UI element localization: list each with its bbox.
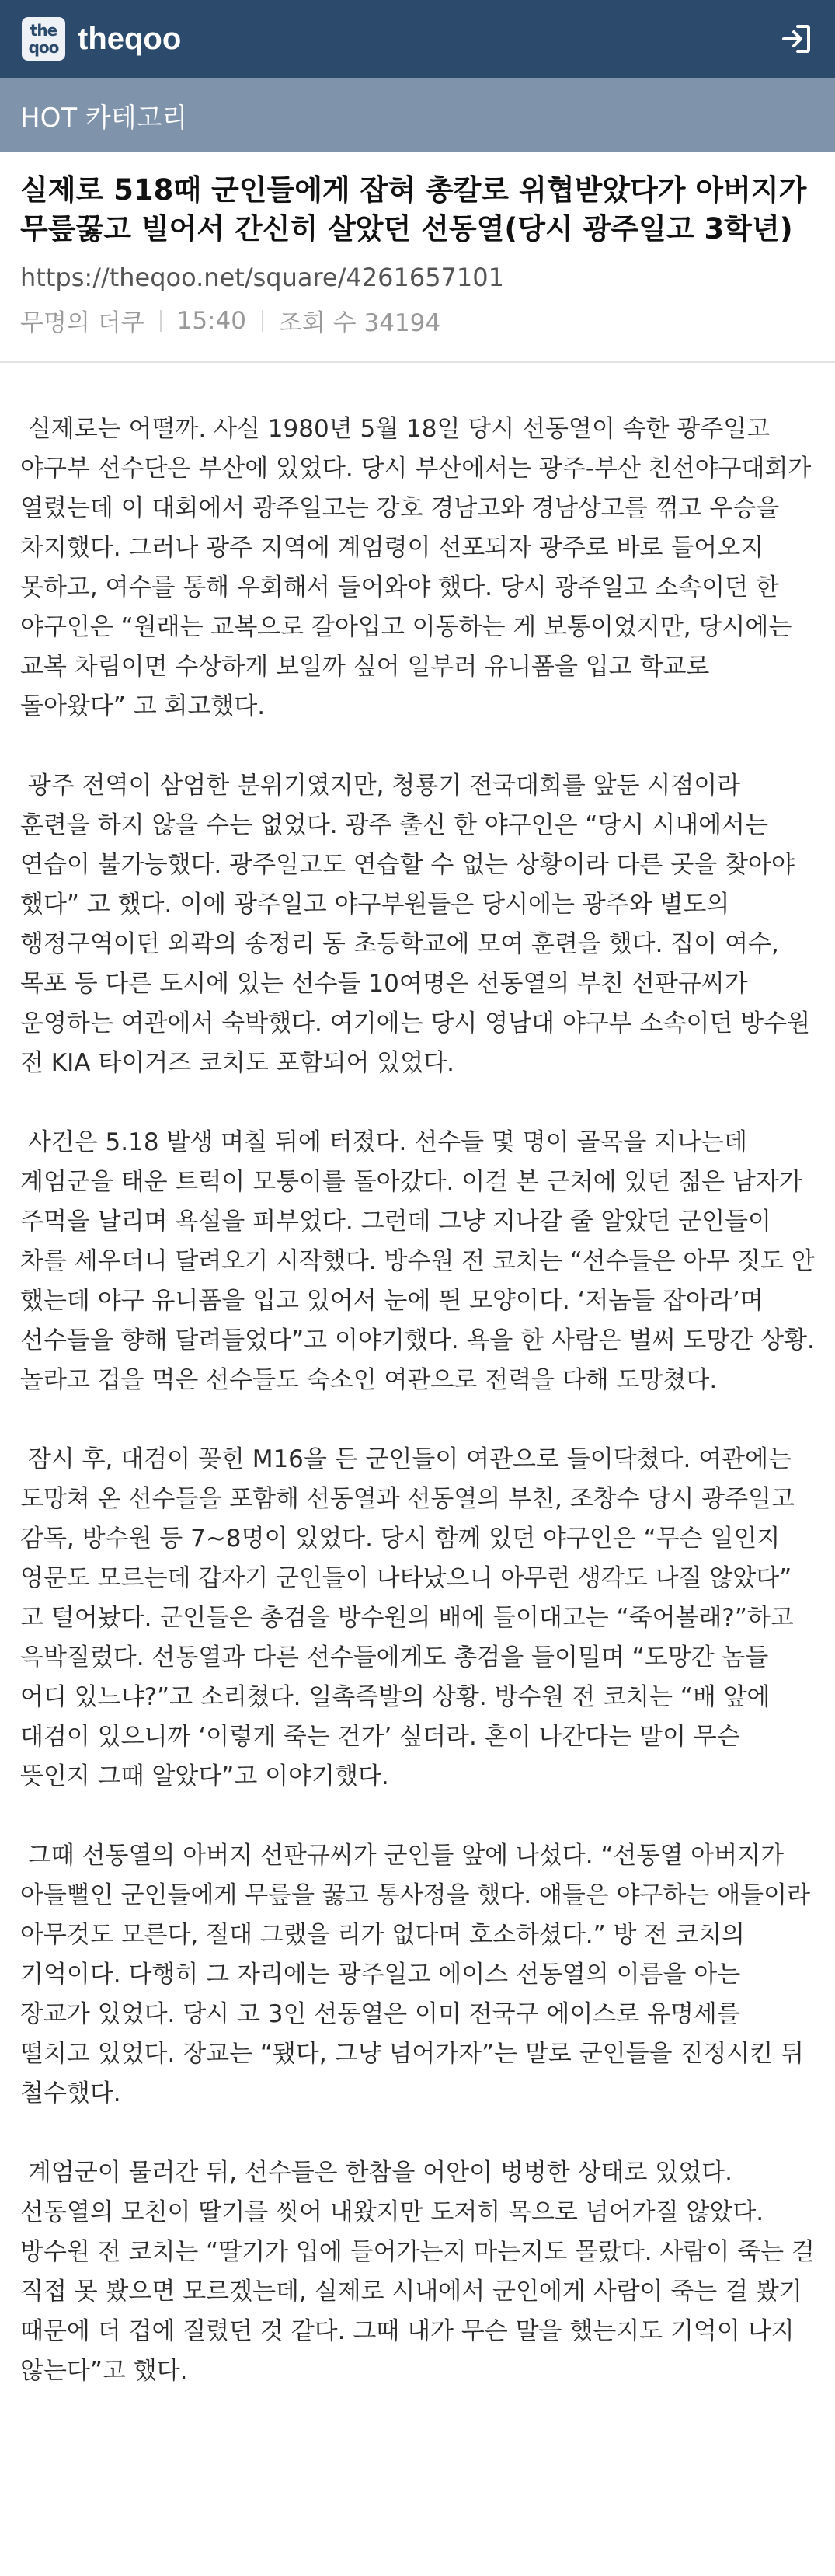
post-paragraph: 광주 전역이 삼엄한 분위기였지만, 청룡기 전국대회를 앞둔 시점이라 훈련을 하지 않을 수는 없었다. 광주 출신 한 야구인은 “당시 시내에서는 연습이 불가능했다. 광주일고도 연습할 수 없는 상황이라 다른 곳을 찾아야 했다” 고 했다. 이에 광주일고 야구부원들은 당시에는 광주와 별도의 행정구역이던 외곽의 송정리 동 초등학교에 모여 훈련을 했다. 집이 여수, 목포 등 다른 도시에 있는 선수들 10여명은 선동열의 부친 선판규씨가 운영하는 여관에서 숙박했다. 여기에는 당시 영남대 야구부 소속이던 방수원 전 KIA 타이거즈 코치도 포함되어 있었다. (20, 772, 818, 1077)
category-bar[interactable] (0, 78, 835, 152)
post-title: 실제로 518때 군인들에게 잡혀 총칼로 위협받았다가 아버지가 무릎꿇고 빌어서 간신히 살았던 선동열(당시 광주일고 3학년) (20, 173, 807, 246)
post-meta (20, 303, 815, 338)
category-label[interactable]: HOT 카테고리 (20, 102, 188, 134)
post-paragraph: 계엄군이 물러간 뒤, 선수들은 한참을 어안이 벙벙한 상태로 있었다. 선동열의 모친이 딸기를 씻어 내왔지만 도저히 목으로 넘어가질 않았다. 방수원 전 코치는 “딸기가 입에 들어가는지 마는지도 몰랐다. 사람이 죽는 걸 직접 못 봤으면 모르겠는데, 실제로 시내에서 군인에게 사람이 죽는 걸 봤기 때문에 더 겁에 질렸던 것 같다. 그때 내가 무슨 말을 했는지도 기억이 나지 않는다”고 했다. (20, 2159, 823, 2385)
top-navigation-bar (0, 0, 835, 78)
post-url[interactable]: https://theqoo.net/square/4261657101 (20, 263, 504, 292)
site-logo[interactable] (22, 17, 65, 61)
post-paragraph: 사건은 5.18 발생 며칠 뒤에 터졌다. 선수들 몇 명이 골목을 지나는데 계엄군을 태운 트럭이 모퉁이를 돌아갔다. 이걸 본 근처에 있던 젊은 남자가 주먹을 날리며 욕설을 퍼부었다. 그런데 그냥 지나갈 줄 알았던 군인들이 차를 세우더니 달려오기 시작했다. 방수원 전 코치는 “선수들은 아무 짓도 안 했는데 야구 유니폼을 입고 있어서 눈에 띈 모양이다. ‘저놈들 잡아라’며 선수들을 향해 달려들었다”고 이야기했다. 욕을 한 사람은 벌써 도망간 상황. 놀라고 겁을 먹은 선수들도 숙소인 여관으로 전력을 다해 도망쳤다. (20, 1128, 823, 1394)
post-header (0, 152, 835, 363)
post-paragraph: 실제로는 어떨까. 사실 1980년 5월 18일 당시 선동열이 속한 광주일고 야구부 선수단은 부산에 있었다. 당시 부산에서는 광주-부산 친선야구대회가 열렸는데 이 대회에서 광주일고는 강호 경남고와 경남상고를 꺾고 우승을 차지했다. 그러나 광주 지역에 계엄령이 선포되자 광주로 바로 들어오지 못하고, 여수를 통해 우회해서 들어와야 했다. 당시 광주일고 소속이던 한 야구인은 “원래는 교복으로 갈아입고 이동하는 게 보통이었지만, 당시에는 교복 차림이면 수상하게 보일까 싶어 일부러 유니폼을 입고 학교로 돌아왔다” 고 회고했다. (20, 415, 819, 720)
meta-divider (262, 310, 263, 332)
post-paragraph: 잠시 후, 대검이 꽂힌 M16을 든 군인들이 여관으로 들이닥쳤다. 여관에는 도망쳐 온 선수들을 포함해 선동열과 선동열의 부친, 조창수 당시 광주일고 감독, 방수원 등 7~8명이 있었다. 당시 함께 있던 야구인은 “무슨 일인지 영문도 모르는데 갑자기 군인들이 나타났으니 아무런 생각도 나질 않았다” 고 털어놨다. 군인들은 총검을 방수원의 배에 들이대고는 “죽어볼래?”하고 윽박질렀다. 선동열과 다른 선수들에게도 총검을 들이밀며 “도망간 놈들 어디 있느냐?”고 소리쳤다. 일촉즉발의 상황. 방수원 전 코치는 “배 앞에 대검이 있으니까 ‘이렇게 죽는 건가’ 싶더라. 혼이 나간다는 말이 무슨 뜻인지 그때 알았다”고 이야기했다. (20, 1445, 802, 1790)
site-name[interactable]: theqoo (78, 21, 182, 56)
meta-divider (160, 310, 162, 332)
logo-text: the qoo (28, 21, 59, 57)
post-time: 15:40 (176, 306, 246, 335)
post-author: 무명의 더쿠 (20, 309, 144, 337)
post-paragraph: 그때 선동열의 아버지 선판규씨가 군인들 앞에 나섰다. “선동열 아버지가 아들뻘인 군인들에게 무릎을 꿇고 통사정을 했다. 얘들은 야구하는 애들이라 아무것도 모른다, 절대 그랬을 리가 없다며 호소하셨다.” 방 전 코치의 기억이다. 다행히 그 자리에는 광주일고 에이스 선동열의 이름을 아는 장교가 있었다. 당시 고 3인 선동열은 이미 전국구 에이스로 유명세를 떨치고 있었다. 장교는 “됐다, 그냥 넘어가자”는 말로 군인들을 진정시킨 뒤 철수했다. (20, 1842, 818, 2107)
post-views: 조회 수 34194 (278, 309, 441, 337)
login-icon[interactable] (779, 22, 813, 56)
post-content (0, 363, 835, 2391)
